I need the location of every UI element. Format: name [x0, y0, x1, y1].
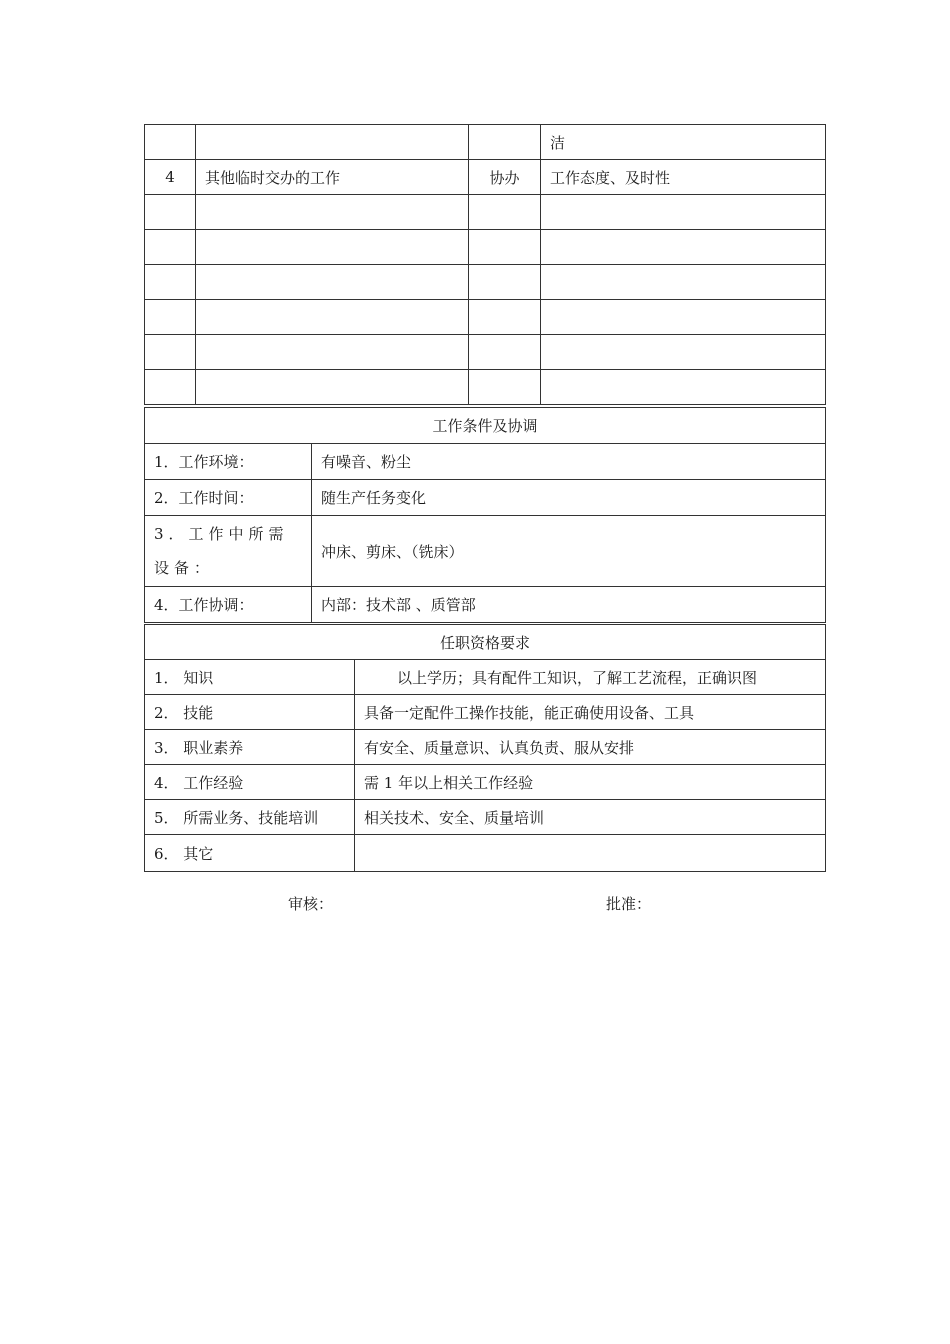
table-row — [145, 835, 826, 872]
duty-standard — [541, 370, 826, 405]
table-row — [145, 660, 826, 695]
qualification-value: 需 1 年以上相关工作经验 — [355, 765, 826, 800]
table-row — [145, 444, 826, 480]
duty-role — [469, 265, 541, 300]
qualifications-header: 任职资格要求 — [145, 625, 826, 660]
duty-role — [469, 195, 541, 230]
condition-label: 2．工作时间： — [145, 480, 312, 516]
qualification-value — [355, 835, 826, 872]
duty-number — [145, 230, 196, 265]
qualification-label: 3． 职业素养 — [145, 730, 355, 765]
qualification-label: 1． 知识 — [145, 660, 355, 695]
duty-role — [469, 370, 541, 405]
qualification-value: 以上学历；具有配件工知识，了解工艺流程，正确识图 — [355, 660, 826, 695]
duties-table — [144, 124, 826, 405]
qualification-label: 4． 工作经验 — [145, 765, 355, 800]
duty-number — [145, 335, 196, 370]
section-header-row — [145, 408, 826, 444]
table-row — [145, 195, 826, 230]
qualification-value: 具备一定配件工操作技能，能正确使用设备、工具 — [355, 695, 826, 730]
approve-signature-label: 批准： — [606, 895, 652, 913]
condition-label: 1．工作环境： — [145, 444, 312, 480]
qualification-value: 相关技术、安全、质量培训 — [355, 800, 826, 835]
duty-number — [145, 125, 196, 160]
table-row — [145, 695, 826, 730]
table-row — [145, 265, 826, 300]
work-conditions-header: 工作条件及协调 — [145, 408, 826, 444]
duty-number: 4 — [145, 160, 196, 195]
duty-task: 其他临时交办的工作 — [196, 160, 469, 195]
work-conditions-table — [144, 407, 826, 623]
qualifications-table — [144, 624, 826, 872]
condition-value: 有噪音、粉尘 — [312, 444, 826, 480]
condition-value: 内部：技术部 、质管部 — [312, 587, 826, 623]
duty-task — [196, 195, 469, 230]
duty-role: 协办 — [469, 160, 541, 195]
duty-task — [196, 125, 469, 160]
duty-task — [196, 335, 469, 370]
duty-number — [145, 265, 196, 300]
qualification-label: 6． 其它 — [145, 835, 355, 872]
qualification-value: 有安全、质量意识、认真负责、服从安排 — [355, 730, 826, 765]
qualification-label: 2． 技能 — [145, 695, 355, 730]
duty-standard — [541, 195, 826, 230]
table-row — [145, 125, 826, 160]
table-row — [145, 335, 826, 370]
table-row — [145, 730, 826, 765]
table-row — [145, 230, 826, 265]
review-signature-label: 审核： — [288, 895, 334, 913]
section-header-row — [145, 625, 826, 660]
duty-standard: 工作态度、及时性 — [541, 160, 826, 195]
duty-standard — [541, 335, 826, 370]
table-row — [145, 300, 826, 335]
condition-label: 3．工作中所需设备： — [145, 516, 312, 587]
table-row — [145, 516, 826, 587]
duty-standard — [541, 265, 826, 300]
condition-label: 4．工作协调： — [145, 587, 312, 623]
duty-task — [196, 265, 469, 300]
qualification-label: 5． 所需业务、技能培训 — [145, 800, 355, 835]
condition-value: 随生产任务变化 — [312, 480, 826, 516]
duty-role — [469, 300, 541, 335]
duty-role — [469, 125, 541, 160]
duty-role — [469, 335, 541, 370]
table-row — [145, 480, 826, 516]
duty-task — [196, 230, 469, 265]
duty-standard — [541, 300, 826, 335]
duty-task — [196, 300, 469, 335]
duty-number — [145, 300, 196, 335]
table-row — [145, 370, 826, 405]
duty-role — [469, 230, 541, 265]
duty-number — [145, 370, 196, 405]
table-row — [145, 800, 826, 835]
table-row — [145, 160, 826, 195]
duty-task — [196, 370, 469, 405]
condition-value: 冲床、剪床、（铣床） — [312, 516, 826, 587]
duty-standard — [541, 230, 826, 265]
table-row — [145, 765, 826, 800]
duty-number — [145, 195, 196, 230]
duty-standard: 洁 — [541, 125, 826, 160]
table-row — [145, 587, 826, 623]
